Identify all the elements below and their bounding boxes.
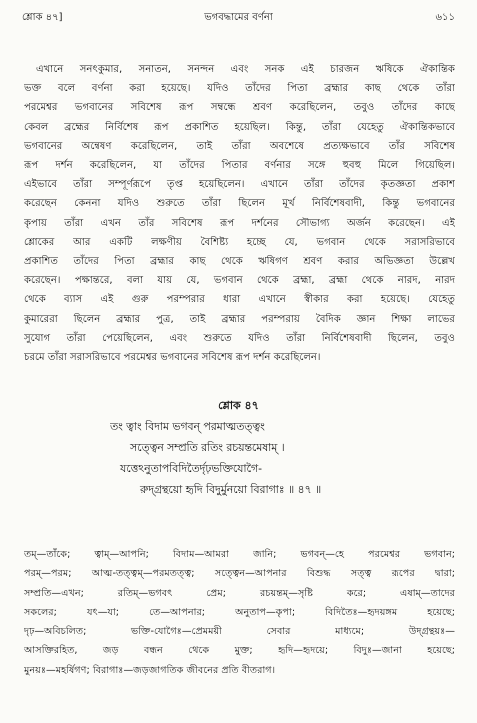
synonym-line: সকলের; যৎ—যা; তে—আপনার; অনুতাপ—কৃপা; বিদিতৈঃ—হৃদয়ঙ্গম হয়েছে; [24,606,455,618]
verse-title: শ্লোক ৪৭ [218,399,259,412]
purport-line: কৃপায় তাঁরা এখন তাঁর সবিশেষ রূপ দর্শনের সৌভাগ্য অর্জন করেছেন। এই [24,217,455,229]
purport-line: করেছেন কেননা যদিও শুরুতে তাঁরা ছিলেন মূর্খ নির্বিশেষবাদী, কিন্তু ভগবানের [24,198,455,210]
verse-line: সত্ত্বেন সম্প্রতি রতিং রচয়ন্তমেষাম্ । [130,441,285,454]
purport-line: এখানে সনৎকুমার, সনাতন, সনন্দন এবং সনক এই চারজন ঋষিকে ঐকান্তিক [36,64,455,75]
purport-line: পরমেশ্বর ভগবানের সবিশেষ রূপ সম্বন্ধে শ্রবণ করেছিলেন, তবুও তাঁদের কাছে [24,102,455,114]
chapter-title-header: ভগবদ্ধামের বর্ণনা [204,12,273,23]
purport-paragraph [24,60,455,367]
running-header [22,10,455,26]
purport-line: ভক্ত বলে বর্ণনা করা হয়েছে। যদিও তাঁদের পিতা ব্রহ্মার কাছ থেকে তাঁরা [24,83,455,95]
synonym-line: তম্—তাঁকে; ত্বাম্—আপনি; বিদাম—আমরা জানি; ভগবন্—হে পরমেশ্বর ভগবান; [24,549,455,560]
purport-line: রূপ দর্শন করেছিলেন, যা তাঁদের পিতার বর্ণনার সঙ্গে হুবহু মিলে গিয়েছিল। [24,160,455,172]
purport-line: কুমারেরা ছিলেন ব্রহ্মার পুত্র, তাই ব্রহ্মার পরম্পরায় বৈদিক জ্ঞান শিক্ষা লাভের [24,313,455,325]
verse-number-header: শ্লোক ৪৭] [22,12,63,23]
purport-line: প্রকাশিত তাঁদের পিতা ব্রহ্মার কাছ থেকে ঋষিগণ শ্রবণ করার অভিজ্ঞতা উল্লেখ [24,256,455,268]
synonym-line: পরম্—পরম; আত্ম-তত্ত্বম্—পরমতত্ত্ব; সত্ত্বেন—আপনার বিশুদ্ধ সত্ত্ব রূপের দ্বারা; [24,568,455,580]
sanskrit-verse [110,416,467,500]
synonym-line: মুনয়ঃ—মহর্ষিগণ; বিরাগাঃ—জড়জাগতিক জীবনের প্রতি বীতরাগ। [24,664,276,676]
verse-line: তং ত্বাং বিদাম ভগবন্ পরমাত্মতত্ত্বং [110,420,265,433]
purport-line: থেকে ব্যাস এই গুরু পরম্পরার ধারা এখানে স্বীকার করা হয়েছে। যেহেতু [24,294,455,306]
purport-line: করেছেন। পক্ষান্তরে, বলা যায় যে, ভগবান থেকে ব্রহ্মা, ব্রহ্মা থেকে নারদ, নারদ [24,275,455,287]
synonym-line: সম্প্রতি—এখন; রতিম্—ভগবৎ প্রেম; রচয়ন্তম্—সৃষ্টি করে; এষাম্—তাদের [24,587,455,599]
verse-line: যত্তেঽনুতাপবিদিতৈর্দৃঢ়ভক্তিযোগৈ- [120,462,263,475]
purport-line: চরমে তাঁরা সরাসরিভাবে পরমেশ্বর ভগবানের সবিশেষ রূপ দর্শন করেছিলেন। [24,352,321,364]
purport-line: সুযোগ তাঁরা পেয়েছিলেন, এবং শুরুতে যদিও তাঁরা নির্বিশেষবাদী ছিলেন, তবুও [24,332,455,344]
purport-line: কেবল ব্রহ্মের নির্বিশেষ রূপ প্রকাশিত হয়েছিল। কিন্তু, তাঁরা যেহেতু ঐকান্তিকভাবে [24,121,455,133]
purport-line: শ্লোকের আর একটি লক্ষণীয় বৈশিষ্ট্য হচ্ছে যে, ভগবান থেকে সরাসরিভাবে [24,236,455,248]
purport-line: এইভাবে তাঁরা সম্পূর্ণরূপে তৃপ্ত হয়েছিলেন। এখানে তাঁরা তাঁদের কৃতজ্ঞতা প্রকাশ [24,179,455,191]
purport-line: ভগবানের অন্বেষণ করেছিলেন, তাই তাঁরা অবশেষে প্রত্যক্ষভাবে তাঁর সবিশেষ [24,140,455,152]
page-number: ৬১১ [435,12,455,23]
verse-line: রুদ্গ্রন্থয়ো হৃদি বিদুর্মুনয়ো বিরাগাঃ ॥ ৪৭ ॥ [140,483,322,496]
synonym-line: আসক্তিরহিত, জড় বন্ধন থেকে মুক্ত; হৃদি—হৃদয়ে; বিদুঃ—জানা হয়েছে; [24,645,455,657]
synonym-line: দৃঢ়—অবিচলিত; ভক্তি-যোগৈঃ—প্রেমময়ী সেবার মাধ্যমে; উদ্গ্রন্থয়ঃ— [24,626,455,638]
word-synonyms [24,545,455,680]
